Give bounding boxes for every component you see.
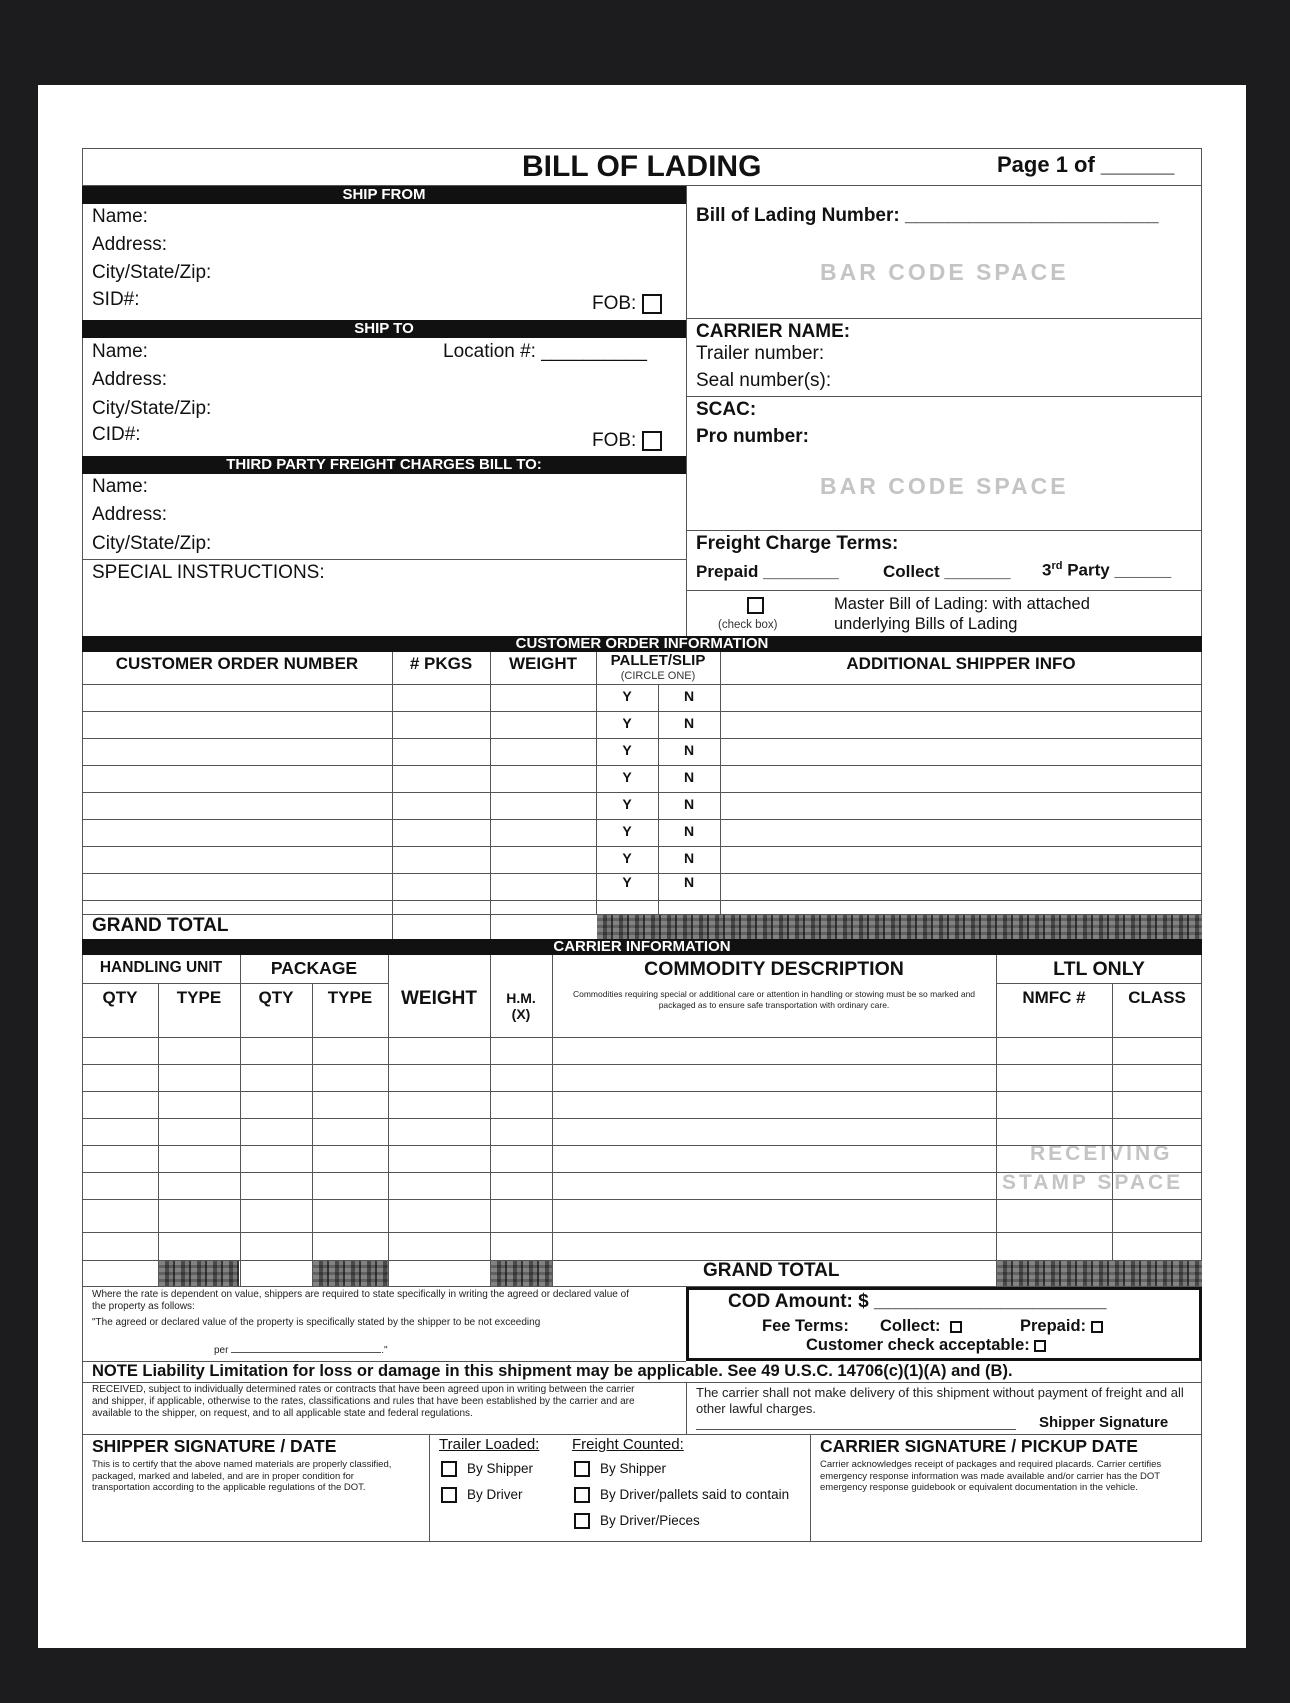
ship-to-fob-checkbox[interactable] — [642, 431, 662, 451]
col-pkgs: # PKGS — [409, 654, 473, 673]
bar-code-space-1: BAR CODE SPACE — [820, 259, 1069, 285]
col-additional-shipper-info: ADDITIONAL SHIPPER INFO — [846, 654, 1076, 673]
order-row-line — [82, 900, 1202, 901]
bol-number[interactable]: Bill of Lading Number: ________________________ — [696, 205, 1159, 226]
pallet-no-option[interactable]: N — [683, 769, 695, 785]
counted-pieces-label: By Driver/Pieces — [600, 1513, 700, 1528]
customer-order-grand-total: GRAND TOTAL — [92, 915, 229, 936]
fee-collect-label: Collect: — [880, 1317, 941, 1335]
customer-check-label: Customer check acceptable: — [806, 1336, 1030, 1354]
ship-from-fob-checkbox[interactable] — [642, 294, 662, 314]
order-row-line — [82, 914, 1202, 915]
special-instructions[interactable]: SPECIAL INSTRUCTIONS: — [92, 562, 325, 583]
carrier-info-bar: CARRIER INFORMATION — [82, 939, 1202, 955]
order-row-line — [82, 765, 1202, 766]
carrier-row-line — [82, 1172, 1202, 1173]
carrier-col-line — [996, 955, 997, 1286]
col-weight: WEIGHT — [509, 654, 577, 673]
carrier-col-line — [1112, 983, 1113, 1260]
pallet-yes-option[interactable]: Y — [622, 823, 632, 839]
third-party-address[interactable]: Address: — [92, 504, 167, 525]
trailer-loaded-by-driver[interactable] — [441, 1487, 523, 1503]
loaded-by-shipper-label: By Shipper — [467, 1461, 534, 1476]
ship-from-sid[interactable]: SID#: — [92, 289, 140, 310]
ship-from-city[interactable]: City/State/Zip: — [92, 262, 212, 283]
freight-third-party[interactable] — [1042, 560, 1171, 581]
third-party-city[interactable]: City/State/Zip: — [92, 533, 212, 554]
checkbox-counted-pieces[interactable] — [574, 1513, 590, 1529]
carrier-row-line — [82, 1232, 1202, 1233]
col-nmfc: NMFC # — [1022, 988, 1086, 1007]
grand-total-hatch-1 — [597, 914, 1202, 939]
col-hu-type: TYPE — [176, 988, 222, 1007]
bill-of-lading-form — [82, 148, 1202, 1542]
pallet-no-option[interactable]: N — [683, 850, 695, 866]
pallet-no-option[interactable]: N — [683, 796, 695, 812]
col-hu-qty: QTY — [102, 988, 138, 1007]
order-col-line — [490, 652, 491, 939]
order-row-line — [82, 738, 1202, 739]
freight-collect[interactable]: Collect _______ — [883, 562, 1011, 581]
master-bol-line2: underlying Bills of Lading — [834, 615, 1018, 633]
col-class: CLASS — [1128, 988, 1186, 1007]
col-pkg-type: TYPE — [327, 988, 373, 1007]
freight-third-sup: rd — [1051, 560, 1063, 572]
carrier-row-line — [82, 1118, 1202, 1119]
value-note-per: per ." — [214, 1345, 388, 1356]
ship-to-location[interactable]: Location #: __________ — [443, 341, 647, 362]
order-col-line — [392, 652, 393, 939]
commodity-note: Commodities requiring special or additional care or attention in handling or stowing must be so marked and packaged as to ensure safe transportation with ordinary care. — [572, 989, 976, 1010]
counted-by-shipper-label: By Shipper — [600, 1461, 667, 1476]
hatch-ltl — [997, 1260, 1202, 1286]
receiving-stamp-1: RECEIVING — [1030, 1142, 1173, 1165]
third-party-name[interactable]: Name: — [92, 476, 148, 497]
carrier-name[interactable]: CARRIER NAME: — [696, 321, 851, 342]
shipper-signature-date[interactable]: SHIPPER SIGNATURE / DATE — [92, 1436, 337, 1456]
shipper-certify-text: This is to certify that the above named materials are properly classified, packaged, marked and labeled, and are in proper condition for transportation according to the applicable regulations of the DOT. — [92, 1459, 392, 1493]
master-bol-line1: Master Bill of Lading: with attached — [834, 595, 1090, 613]
freight-third-prefix: 3 — [1042, 560, 1052, 580]
carrier-col-line — [312, 983, 313, 1286]
ship-from-fob-label: FOB: — [592, 293, 637, 314]
carrier-col-line — [552, 955, 553, 1286]
col-handling-unit: HANDLING UNIT — [99, 959, 223, 976]
col-carrier-weight: WEIGHT — [401, 988, 477, 1009]
hatch-hu-type — [159, 1260, 239, 1286]
carrier-row-line — [82, 1260, 1202, 1261]
carrier-header-line — [82, 1037, 1202, 1038]
freight-counted-by-driver-pieces[interactable] — [574, 1513, 700, 1529]
bar-code-space-2: BAR CODE SPACE — [820, 473, 1069, 499]
freight-counted-by-shipper[interactable] — [574, 1461, 666, 1477]
col-ltl-only: LTL ONLY — [1053, 958, 1145, 980]
customer-order-bar: CUSTOMER ORDER INFORMATION — [82, 636, 1202, 652]
receiving-stamp-2: STAMP SPACE — [1002, 1171, 1184, 1194]
col-commodity-description: COMMODITY DESCRIPTION — [644, 958, 904, 980]
scac[interactable]: SCAC: — [696, 399, 757, 420]
ship-to-city[interactable]: City/State/Zip: — [92, 398, 212, 419]
checkbox-loaded-driver[interactable] — [441, 1487, 457, 1503]
checkbox-loaded-shipper[interactable] — [441, 1461, 457, 1477]
pallet-yes-option[interactable]: Y — [622, 742, 632, 758]
trailer-loaded-title: Trailer Loaded: — [439, 1436, 540, 1453]
carrier-delivery-text: The carrier shall not make delivery of this shipment without payment of freight and all other lawful charges. — [696, 1385, 1184, 1416]
ship-from-fob — [592, 293, 662, 315]
carrier-col-line — [240, 955, 241, 1286]
order-col-line — [720, 652, 721, 914]
order-row-line — [82, 819, 1202, 820]
fee-prepaid — [1020, 1317, 1103, 1336]
ship-from-header: SHIP FROM — [82, 186, 686, 204]
carrier-signature-date[interactable]: CARRIER SIGNATURE / PICKUP DATE — [820, 1436, 1138, 1456]
seal-numbers[interactable]: Seal number(s): — [696, 370, 832, 391]
counted-pallets-label: By Driver/pallets said to contain — [600, 1487, 790, 1502]
carrier-col-line — [490, 955, 491, 1286]
col-hm-x: (X) — [511, 1006, 531, 1022]
ship-to-fob — [592, 430, 662, 452]
fee-terms-label: Fee Terms: — [762, 1317, 849, 1335]
carrier-col-line — [388, 955, 389, 1286]
freight-charge-terms: Freight Charge Terms: — [696, 533, 899, 554]
carrier-row-line — [82, 1064, 1202, 1065]
fee-prepaid-checkbox[interactable] — [1091, 1321, 1103, 1333]
col-pkg-qty: QTY — [258, 988, 294, 1007]
received-text: RECEIVED, subject to individually determined rates or contracts that have been agreed upon in writing between the carrier and shipper, if applicable, otherwise to the rates, classifications and rules that have been established by the carrier and are available to the shipper, on request, and to all applicable state and federal regulations. — [92, 1384, 635, 1419]
check-box-label: (check box) — [718, 619, 778, 631]
trailer-loaded-by-shipper[interactable] — [441, 1461, 533, 1477]
carrier-grand-total: GRAND TOTAL — [703, 1260, 840, 1281]
pallet-yes-option[interactable]: Y — [622, 850, 632, 866]
master-bol-checkbox[interactable] — [747, 597, 764, 615]
hatch-hm — [491, 1260, 552, 1286]
pallet-yes-option[interactable]: Y — [622, 688, 632, 704]
fee-collect-checkbox[interactable] — [950, 1321, 962, 1333]
pallet-yes-option[interactable]: Y — [622, 769, 632, 785]
loaded-by-driver-label: By Driver — [467, 1487, 523, 1502]
col-customer-order-number: CUSTOMER ORDER NUMBER — [115, 654, 359, 673]
order-row-line — [82, 711, 1202, 712]
col-circle-one: (CIRCLE ONE) — [620, 670, 696, 682]
ship-to-fob-label: FOB: — [592, 430, 637, 451]
customer-check-checkbox[interactable] — [1034, 1340, 1046, 1352]
ship-to-cid[interactable]: CID#: — [92, 424, 141, 445]
trailer-number[interactable]: Trailer number: — [696, 343, 825, 364]
pallet-yes-option[interactable]: Y — [622, 874, 632, 890]
page-title: BILL OF LADING — [522, 150, 762, 183]
fee-prepaid-label: Prepaid: — [1020, 1317, 1087, 1335]
checkbox-counted-pallets[interactable] — [574, 1487, 590, 1503]
checkbox-counted-shipper[interactable] — [574, 1461, 590, 1477]
freight-third-suffix: Party ______ — [1062, 560, 1172, 580]
carrier-col-line — [158, 983, 159, 1286]
liability-note: NOTE Liability Limitation for loss or damage in this shipment may be applicable. See 49 U.S.C. 14706(c)(1)(A) and (B). — [92, 1362, 1013, 1380]
col-pallet-slip: PALLET/SLIP — [610, 652, 706, 669]
pallet-no-option[interactable]: N — [683, 742, 695, 758]
pallet-no-option[interactable]: N — [683, 823, 695, 839]
freight-prepaid[interactable]: Prepaid ________ — [696, 562, 839, 581]
carrier-row-line — [82, 1145, 1202, 1146]
pallet-no-option[interactable]: N — [683, 874, 695, 890]
ship-to-name[interactable]: Name: — [92, 341, 148, 362]
carrier-row-line — [82, 1199, 1202, 1200]
pallet-yes-option[interactable]: Y — [622, 715, 632, 731]
hatch-pkg-type — [313, 1260, 388, 1286]
ship-from-name[interactable]: Name: — [92, 206, 148, 227]
order-row-line — [82, 846, 1202, 847]
page-number-label: Page 1 of ______ — [997, 152, 1175, 177]
cod-amount[interactable]: COD Amount: $ ______________________ — [728, 1291, 1107, 1312]
customer-check — [806, 1336, 1046, 1355]
ship-to-header: SHIP TO — [82, 320, 686, 338]
value-note-1: Where the rate is dependent on value, shippers are required to state specifically in writing the agreed or declared value of the property as follows: — [92, 1289, 629, 1312]
col-package: PACKAGE — [270, 958, 358, 978]
carrier-row-line — [82, 1091, 1202, 1092]
carrier-ack-text: Carrier acknowledges receipt of packages and required placards. Carrier certifies emergency response information was made available and/or carrier has the DOT emergency response guidebook or equivalent documentation in the vehicle. — [820, 1459, 1162, 1493]
third-party-header: THIRD PARTY FREIGHT CHARGES BILL TO: — [82, 456, 686, 474]
value-per-label: per — [214, 1345, 229, 1356]
ship-to-address[interactable]: Address: — [92, 369, 167, 390]
pallet-no-option[interactable]: N — [683, 688, 695, 704]
pallet-yes-option[interactable]: Y — [622, 796, 632, 812]
fee-collect — [880, 1317, 962, 1336]
pallet-no-option[interactable]: N — [683, 715, 695, 731]
freight-counted-title: Freight Counted: — [572, 1436, 684, 1453]
freight-counted-by-driver-pallets[interactable] — [574, 1487, 789, 1503]
ship-from-address[interactable]: Address: — [92, 234, 167, 255]
col-hm: H.M. — [506, 990, 536, 1006]
pro-number[interactable]: Pro number: — [696, 426, 809, 447]
value-note-2: "The agreed or declared value of the property is specifically stated by the shipper to be not exceeding — [92, 1317, 541, 1328]
order-row-line — [82, 792, 1202, 793]
shipper-signature-label[interactable]: Shipper Signature — [1039, 1414, 1169, 1431]
